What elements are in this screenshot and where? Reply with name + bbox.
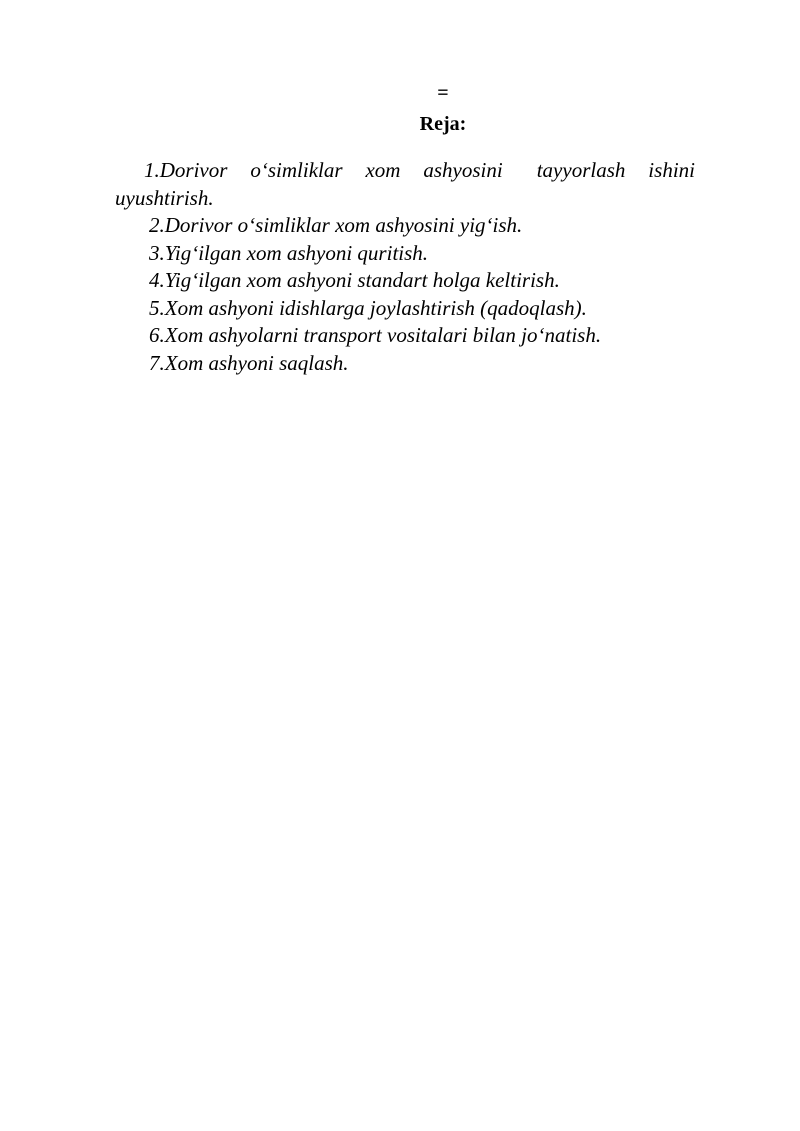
plan-item-text: 1.Dorivor o‘simliklar xom ashyosini: [144, 158, 503, 182]
plan-item: 3.Yig‘ilgan xom ashyoni quritish.: [149, 240, 429, 265]
header-symbol: =: [437, 82, 449, 104]
plan-item: 2.Dorivor o‘simliklar xom ashyosini yig‘ish.: [149, 213, 523, 237]
plan-item: 7.Xom ashyoni saqlash.: [149, 350, 349, 375]
page-title: Reja:: [419, 113, 467, 135]
plan-item: 5.Xom ashyoni idishlarga joylashtirish (qadoqlash).: [149, 295, 587, 320]
plan-item: 4.Yig‘ilgan xom ashyoni standart holga keltirish.: [149, 268, 560, 292]
plan-item: [115, 157, 695, 212]
plan-list: [115, 157, 695, 377]
plan-item: 6.Xom ashyolarni transport vositalari bilan jo‘natish.: [149, 323, 602, 347]
plan-item-text: tayyorlash ishini uyushtirish.: [115, 158, 695, 210]
